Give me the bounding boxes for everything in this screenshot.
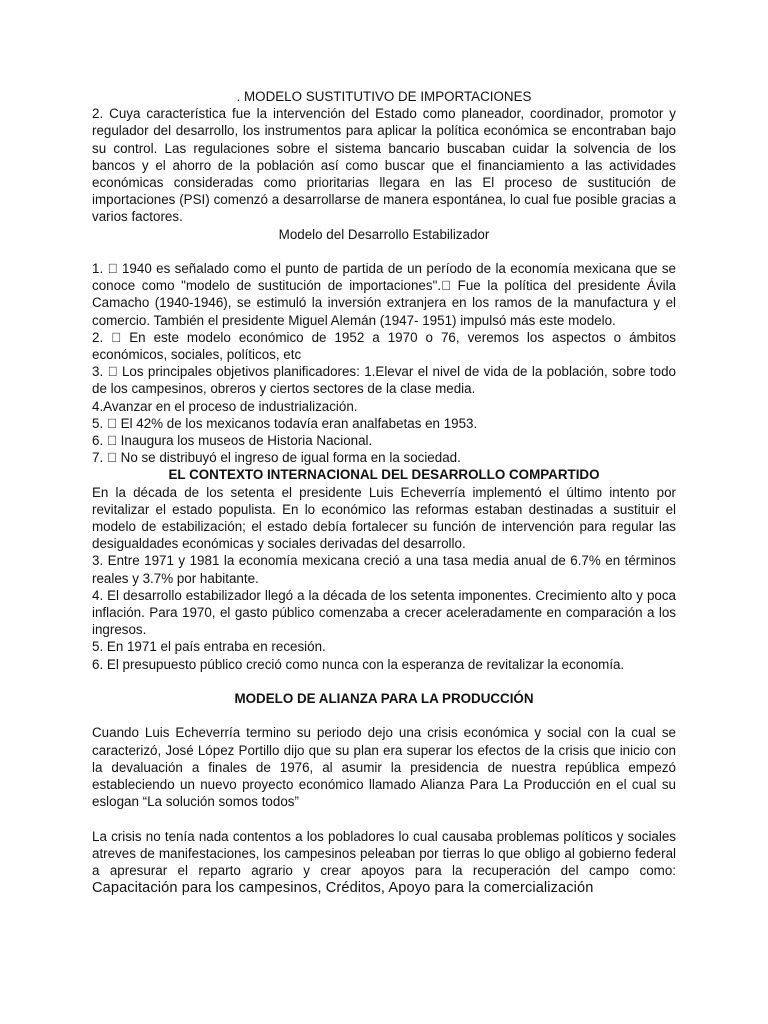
list-item: 6. El presupuesto público creció como nunca con la esperanza de revitalizar la economía.	[92, 656, 625, 672]
list-item: 4.Avanzar en el proceso de industrialización.	[92, 398, 358, 414]
list-item: 5. El 42% de los mexicanos todavía eran analfabetas en 1953.	[92, 415, 464, 431]
section3-title: EL CONTEXTO INTERNACIONAL DEL DESARROLLO COMPARTIDO	[168, 467, 600, 483]
blank-line	[92, 673, 676, 690]
list-item: 3. Entre 1971 y 1981 la economía mexicana creció a una tasa media anual de 6.7% en términos reales y 3.7% por habitante.	[92, 553, 676, 586]
list-item: 1. 1940 es señalado como el punto de partida de un período de la economía mexicana que se conoce como "modelo de sustitución de importaciones". Fue la política del presidente Ávila Camacho (1940-1946), se estimuló la inversión extranjera en los ramos de la manufactura y el comercio. También el presidente Miguel Alemán (1947- 1951) impulsó más este modelo.	[92, 261, 676, 328]
section4-paragraph2-body: La crisis no tenía nada contentos a los pobladores lo cual causaba problemas políticos y sociales atreves de manifestaciones, los campesinos peleaban por tierras lo que obligo al gobierno federal a apresurar el reparto agrario y crear apoyos para la recuperación del campo como:	[92, 828, 676, 879]
blank-line	[92, 243, 676, 260]
blank-line	[92, 707, 676, 724]
document-page	[92, 88, 676, 897]
section4-paragraph2	[92, 828, 676, 898]
list-item: 6. Inaugura los museos de Historia Nacional.	[92, 433, 359, 449]
list-item: 7. No se distribuyó el ingreso de igual forma en la sociedad.	[92, 450, 448, 466]
section3-intro: En la década de los setenta el presidente Luis Echeverría implementó el último intento por revitalizar el estado populista. En lo económico las reformas estaban destinadas a sustituir el modelo de estabilización; el estado debía fortalecer su función de intervención para regular las desigualdades económicas y sociales derivadas del desarrollo.	[92, 484, 676, 552]
blank-line	[92, 810, 676, 827]
list-item: 5. En 1971 el país entraba en recesión.	[92, 639, 326, 655]
section1-paragraph: 2. Cuya característica fue la intervención del Estado como planeador, coordinador, promotor y regulador del desarrollo, los instrumentos para aplicar la política económica se encontraban bajo su control. Las regulaciones sobre el sistema bancario buscaban cuidar la solvencia de los bancos y el ahorro de la población así como buscar que el financiamiento a las actividades económicas consideradas como prioritarias llegara en las El proceso de sustitución de importaciones (PSI) comenzó a desarrollarse de manera espontánea, lo cual fue posible gracias a varios factores.	[92, 106, 676, 225]
list-item: 4. El desarrollo estabilizador llegó a la década de los setenta imponentes. Crecimiento alto y poca inflación. Para 1970, el gasto público comenzaba a crecer aceleradamente en comparación a los ingresos.	[92, 587, 676, 638]
section4-paragraph1: Cuando Luis Echeverría termino su periodo dejo una crisis económica y social con la cual se caracterizó, José López Portillo dijo que su plan era superar los efectos de la crisis que inicio con la devaluación a finales de 1976, al asumir la presidencia de nuestra república empezó estableciendo un nuevo proyecto económico llamado Alianza Para La Producción en el cual su eslogan “La solución somos todos”	[92, 725, 676, 810]
list-item: 2. En este modelo económico de 1952 a 1970 o 76, veremos los aspectos o ámbitos económicos, sociales, políticos, etc	[92, 329, 676, 363]
section4-title: MODELO DE ALIANZA PARA LA PRODUCCIÓN	[234, 691, 534, 707]
section2-title: Modelo del Desarrollo Estabilizador	[278, 226, 490, 242]
section1-title: . MODELO SUSTITUTIVO DE IMPORTACIONES	[236, 89, 532, 104]
list-item: 3. Los principales objetivos planificadores: 1.Elevar el nivel de vida de la población, sobre todo de los campesinos, obreros y ciertos sectores de la clase media.	[92, 364, 676, 397]
section4-paragraph2-tail: Capacitación para los campesinos, Créditos, Apoyo para la comercialización	[92, 880, 594, 897]
